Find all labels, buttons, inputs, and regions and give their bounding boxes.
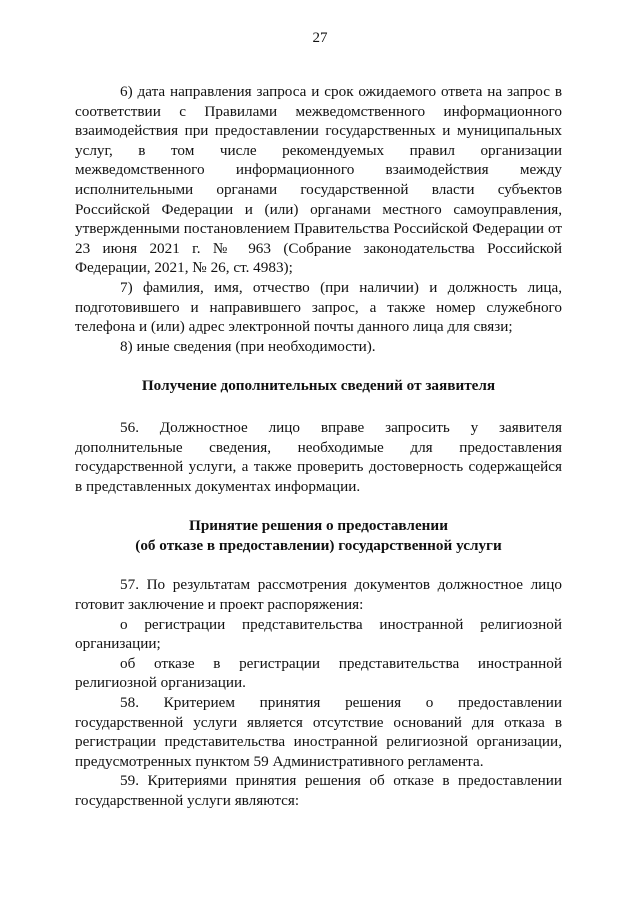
paragraph-6: 6) дата направления запроса и срок ожидаемого ответа на запрос в соответствии с Правилами межведомственного информационного взаимодействия при предоставлении государственных и муниципальных услуг, в том числе рекомендуемых правил организации межведомственного информационного взаимодействия между исполнительными органами государственной власти субъектов Российской Федерации и (или) органами местного самоуправления, утвержденными постановлением Правительства Российской Федерации от 23 июня 2021 г. № 963 (Собрание законодательства Российской Федерации, 2021, № 26, ст. 4983); [75, 83, 562, 277]
paragraph-56: 56. Должностное лицо вправе запросить у заявителя дополнительные сведения, необходимые для предоставления государственной услуги, а также проверить достоверность содержащейся в представленных документах информации. [75, 418, 562, 495]
paragraph-57-option-registration: о регистрации представительства иностранной религиозной организации; [75, 615, 562, 653]
section-heading-decision-line2: (об отказе в предоставлении) государственной услуги [135, 536, 502, 554]
paragraph-57: 57. По результатам рассмотрения документов должностное лицо готовит заключение и проект распоряжения: [75, 576, 562, 614]
section-heading-additional-info: Получение дополнительных сведений от заявителя [141, 377, 496, 395]
paragraph-58: 58. Критерием принятия решения о предоставлении государственной услуги является отсутствие оснований для отказа в регистрации представительства иностранной религиозной организации, предусмотренных пунктом 59 Административного регламента. [75, 694, 562, 770]
paragraph-59: 59. Критериями принятия решения об отказе в предоставлении государственной услуги являются: [75, 772, 562, 809]
page-number: 27 [312, 30, 328, 46]
document-body [75, 82, 562, 811]
paragraph-7: 7) фамилия, имя, отчество (при наличии) и должность лица, подготовившего и направившего запрос, а также номер служебного телефона и (или) адрес электронной почты данного лица для связи; [75, 278, 562, 336]
section-heading-decision-line1: Принятие решения о предоставлении [189, 517, 448, 535]
paragraph-57-option-refusal: об отказе в регистрации представительства иностранной религиозной организации. [75, 654, 562, 692]
paragraph-8: 8) иные сведения (при необходимости). [120, 337, 376, 355]
